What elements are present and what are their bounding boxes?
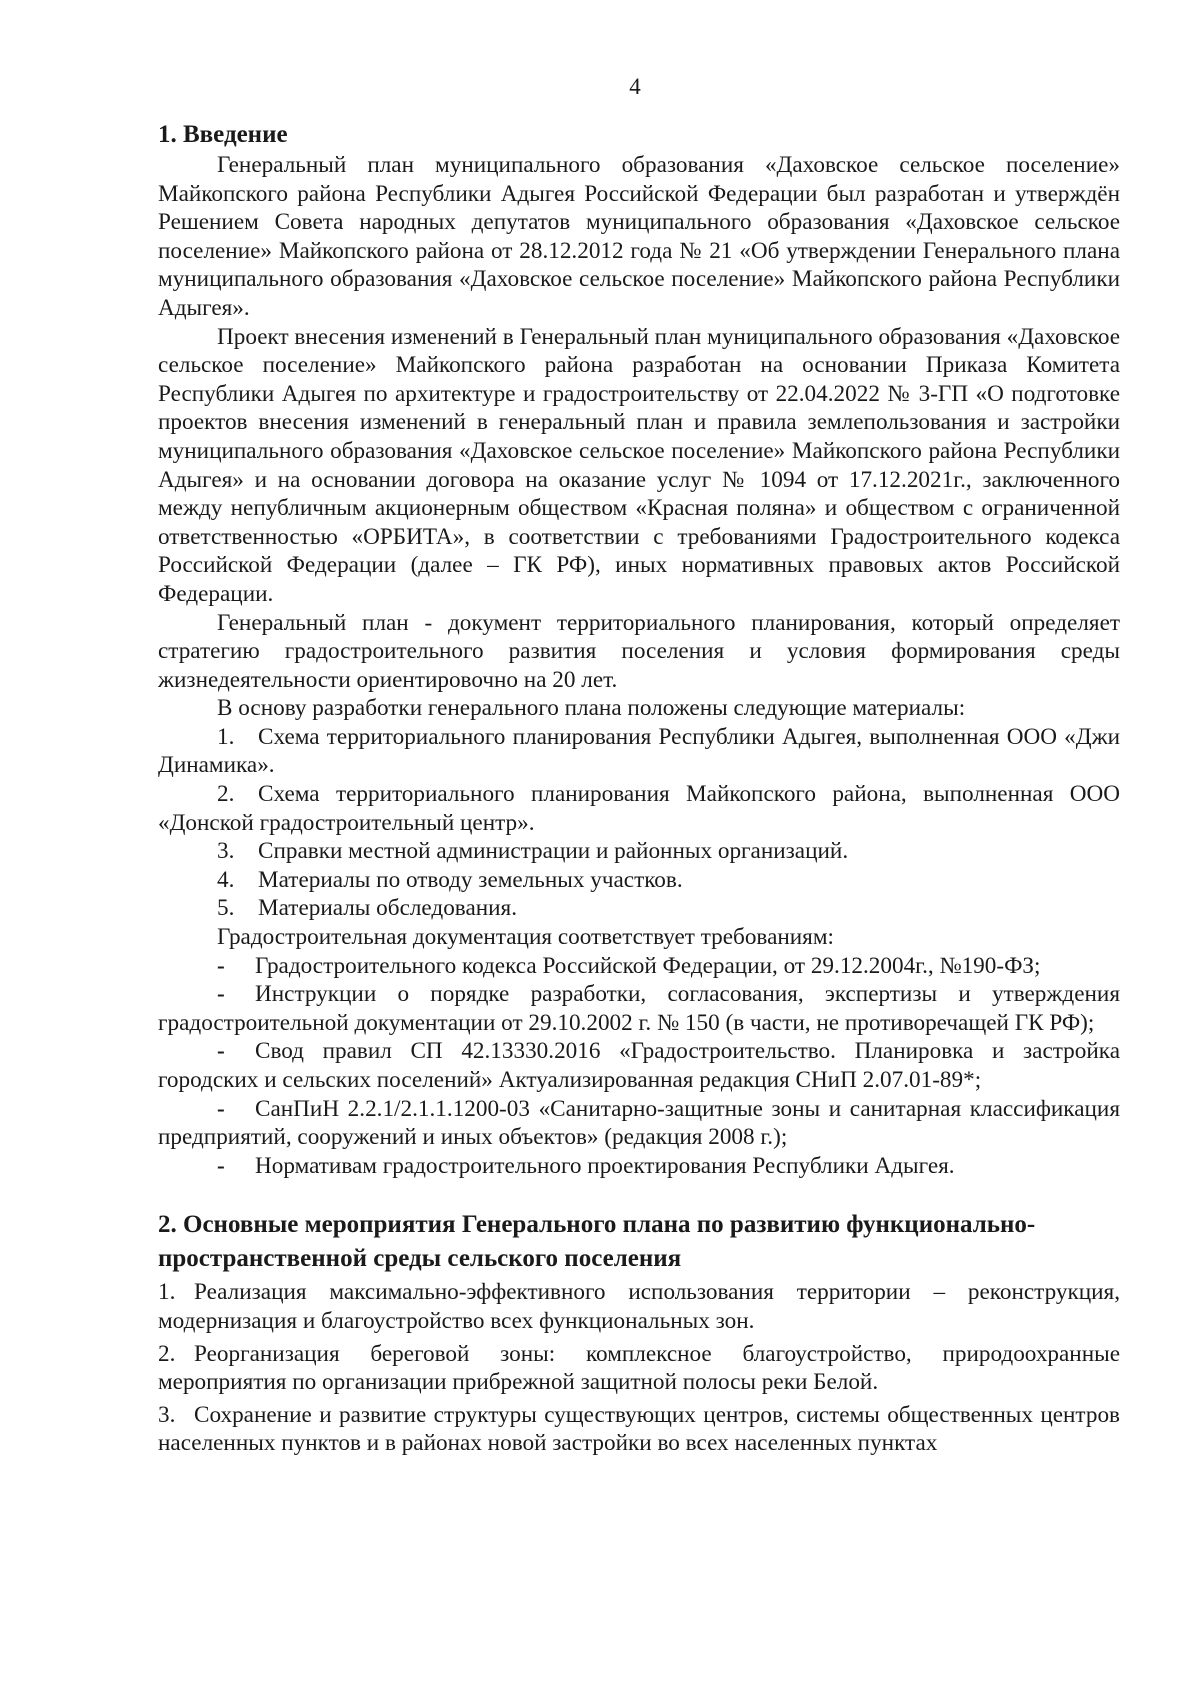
list-item-text: Материалы по отводу земельных участков. (258, 866, 683, 893)
paragraph: Проект внесения изменений в Генеральный план муниципального образования «Даховское сельское поселение» Майкопского района разработан на основании Приказа Комитета Республики Адыгея по архитектуре и градостроительству от 22.04.2022 № 3-ГП «О подготовке проектов внесения изменений в генеральный план и правила землепользования и застройки муниципального образования «Даховское сельское поселение» Майкопского района Республики Адыгея» и на основании договора на оказание услуг № 1094 от 17.12.2021г., заключенного между непубличным акционерным обществом «Красная поляна» и обществом с ограниченной ответственностью «ОРБИТА», в соответствии с требованиями Градостроительного кодекса Российской Федерации (далее – ГК РФ), иных нормативных правовых актов Российской Федерации. (158, 323, 1120, 607)
paragraph: Генеральный план муниципального образования «Даховское сельское поселение» Майкопского района Республики Адыгея Российской Федерации был разработан и утверждён Решением Совета народных депутатов муниципального образования «Даховское сельское поселение» Майкопского района от 28.12.2012 года № 21 «Об утверждении Генерального плана муниципального образования «Даховское сельское поселение» Майкопского района Республики Адыгея». (158, 152, 1120, 321)
requirement-item (158, 1095, 1120, 1152)
list-number: 3. (217, 838, 235, 865)
dash-bullet: - (217, 1095, 225, 1122)
list-number: 4. (217, 866, 235, 893)
measure-number: 2. (158, 1340, 176, 1367)
requirement-text: Свод правил СП 42.13330.2016 «Градостроительство. Планировка и застройка городских и сельских поселений» Актуализированная редакция СНиП 2.07.01-89*; (158, 1038, 1120, 1093)
measure-item (158, 1278, 1120, 1335)
section-heading-introduction: 1. Введение (158, 121, 288, 148)
list-item-text: Схема территориального планирования Республики Адыгея, выполненная ООО «Джи Динамика». (158, 723, 1120, 779)
paragraph: Генеральный план - документ территориального планирования, который определяет стратегию градостроительного развития поселения и условия формирования среды жизнедеятельности ориентировочно на 20 лет. (158, 609, 1120, 693)
list-number: 5. (217, 895, 235, 922)
measure-text: Реализация максимально-эффективного использования территории – реконструкция, модернизация и благоустройство всех функциональных зон. (158, 1279, 1120, 1334)
requirement-text: Нормативам градостроительного проектирования Республики Адыгея. (255, 1152, 955, 1179)
list-item (158, 837, 1120, 866)
page-number: 4 (629, 74, 641, 99)
list-number: 2. (217, 781, 235, 808)
requirement-text: Градостроительного кодекса Российской Федерации, от 29.12.2004г., №190-ФЗ; (255, 952, 1041, 979)
list-item-text: Схема территориального планирования Майкопского района, выполненная ООО «Донской градостроительный центр». (158, 781, 1120, 836)
measure-item (158, 1340, 1120, 1397)
requirement-item (158, 980, 1120, 1037)
measures-list (158, 1278, 1120, 1458)
paragraph: В основу разработки генерального плана положены следующие материалы: (217, 695, 966, 722)
measure-text: Реорганизация береговой зоны: комплексное благоустройство, природоохранные мероприятия по организации прибрежной защитной полосы реки Белой. (158, 1340, 1120, 1396)
page-content (158, 120, 1120, 1458)
list-number: 1. (217, 723, 235, 750)
requirement-text: СанПиН 2.2.1/2.1.1.1200-03 «Санитарно-защитные зоны и санитарная классификация предприятий, сооружений и иных объектов» (редакция 2008 г.); (158, 1095, 1120, 1151)
list-item-text: Справки местной администрации и районных организаций. (258, 838, 849, 865)
requirement-item (158, 1037, 1120, 1094)
measure-number: 1. (158, 1279, 176, 1306)
measure-text: Сохранение и развитие структуры существующих центров, системы общественных центров населенных пунктов и в районах новой застройки во всех населенных пунктах (158, 1401, 1120, 1457)
list-item (158, 780, 1120, 837)
paragraph: Градостроительная документация соответствует требованиям: (217, 924, 834, 951)
requirement-item (158, 952, 1120, 981)
requirement-text: Инструкции о порядке разработки, согласования, экспертизы и утверждения градостроительной документации от 29.10.2002 г. № 150 (в части, не противоречащей ГК РФ); (158, 981, 1120, 1036)
dash-bullet: - (217, 1038, 225, 1065)
requirement-item (158, 1152, 1120, 1181)
list-item-text: Материалы обследования. (258, 895, 518, 922)
measure-item (158, 1401, 1120, 1458)
dash-bullet: - (217, 952, 225, 979)
list-item (158, 866, 1120, 895)
list-item (158, 894, 1120, 923)
dash-bullet: - (217, 1152, 225, 1179)
dash-bullet: - (217, 981, 225, 1008)
section-heading-main-measures: 2. Основные мероприятия Генерального плана по развитию функционально-пространственной среды сельского поселения (158, 1211, 1036, 1273)
list-item (158, 723, 1120, 780)
measure-number: 3. (158, 1401, 176, 1428)
